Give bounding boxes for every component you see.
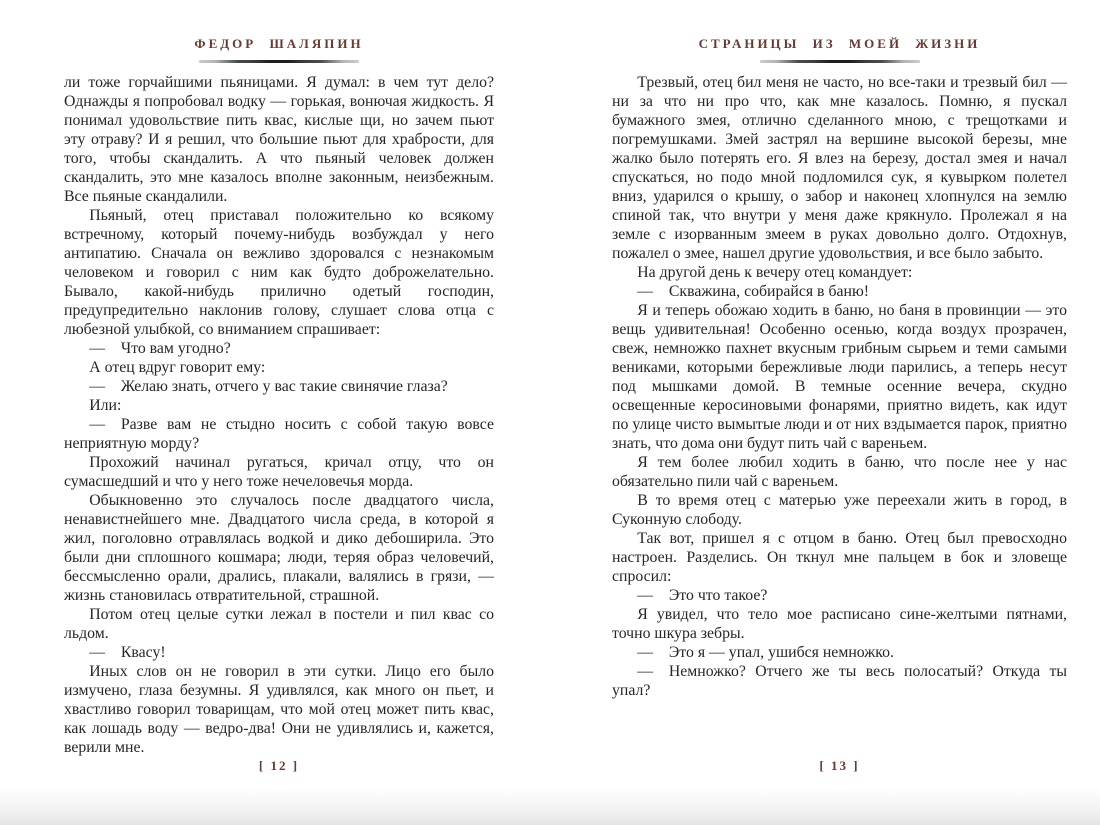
paragraph: — Это что такое?: [637, 587, 768, 604]
paragraph: Я и теперь обожаю ходить в баню, но баня в провинции — это вещь удивительная! Особенно осенью, когда воздух прозрачен, свеж, немножко пахнет вкусным грибным сырьем и теми самыми вениками, которыми бережливые люди парились, а теперь несут под мышками домой. В темные осенние вечера, скудно освещенные керосиновыми фонарями, приятно видеть, как идут по улице чисто вымытые люди и от них вздымается парок, приятно знать, что дома они будут пить чай с вареньем.: [612, 302, 1067, 452]
page-text-right: [612, 73, 1067, 700]
running-head-author: ФЕДОР ШАЛЯПИН: [194, 36, 364, 51]
paragraph: — Немножко? Отчего же ты весь полосатый? Откуда ты упал?: [612, 663, 1067, 699]
page-text-left: [64, 73, 494, 757]
paragraph: ли тоже горчайшими пьяницами. Я думал: в чем тут дело? Однажды я попробовал водку — горькая, вонючая жидкость. Я понимал удовольствие пить квас, кислые щи, но зачем пьют эту отраву? И я решил, что большие пьют для храбрости, для того, чтобы скандалить. А что пьяный человек должен скандалить, это мне казалось вполне законным, неизбежным. Все пьяные скандалили.: [64, 74, 494, 205]
paragraph: Обыкновенно это случалось после двадцатого числа, ненавистнейшего мне. Двадцатого числа среда, в которой я жил, поголовно отравлялась водкой и дико дебоширила. Это были дни сплошного кошмара; люди, теряя образ человечий, бессмысленно орали, дрались, плакали, валялись в грязи, — жизнь становилась отвратительной, страшной.: [64, 492, 494, 604]
paragraph: — Что вам угодно?: [89, 340, 231, 357]
paragraph: Я тем более любил ходить в баню, что после нее у нас обязательно пили чай с вареньем.: [612, 454, 1067, 490]
paragraph: — Квасу!: [89, 644, 166, 661]
page-right: [612, 0, 1067, 825]
header-divider: [760, 60, 920, 63]
page-left: [64, 0, 494, 825]
paragraph: А отец вдруг говорит ему:: [89, 359, 266, 376]
header-divider: [199, 60, 359, 63]
paragraph: Потом отец целые сутки лежал в постели и пил квас со льдом.: [64, 606, 494, 642]
paragraph: Я увидел, что тело мое расписано сине-желтыми пятнами, точно шкура зебры.: [612, 606, 1067, 642]
paragraph: Прохожий начинал ругаться, кричал отцу, что он сумасшедший и что у него тоже нечеловечья морда.: [64, 454, 494, 490]
paragraph: Трезвый, отец бил меня не часто, но все-таки и трезвый бил — ни за что ни про что, как мне казалось. Помню, я пускал бумажного змея, отлично сделанного мною, с трещотками и погремушками. Змей застрял на вершине высокой березы, мне жалко было потерять его. Я влез на березу, достал змея и начал спускаться, но подо мной подломился сук, я кувырком полетел вниз, ударился о крышу, о забор и наконец хлопнулся на землю спиной так, что внутри у меня даже крякнуло. Пролежал я на земле с изорванным змеем в руках довольно долго. Отдохнув, пожалел о змее, нашел другие удовольствия, и все было забыто.: [612, 74, 1067, 262]
paragraph: — Это я — упал, ушибся немножко.: [637, 644, 894, 661]
paragraph: — Желаю знать, отчего у вас такие свинячие глаза?: [89, 378, 448, 395]
paragraph: Иных слов он не говорил в эти сутки. Лицо его было измучено, глаза безумны. Я удивлялся, как много он пьет, и хвастливо говорил товарищам, что мой отец может пить квас, как лошадь воду — ведро-два! Они не удивлялись и, кажется, верили мне.: [64, 663, 494, 756]
paragraph: В то время отец с матерью уже переехали жить в город, в Суконную слободу.: [612, 492, 1067, 528]
paragraph: На другой день к вечеру отец командует:: [637, 264, 913, 281]
paragraph: — Скважина, собирайся в баню!: [637, 283, 870, 300]
page-number-right: [ 13 ]: [819, 758, 860, 773]
page-number-left: [ 12 ]: [258, 758, 300, 773]
paragraph: — Разве вам не стыдно носить с собой такую вовсе неприятную морду?: [64, 416, 494, 452]
paragraph: Так вот, пришел я с отцом в баню. Отец был превосходно настроен. Разделись. Он ткнул мне пальцем в бок и зловеще спросил:: [612, 530, 1067, 585]
paragraph: Или:: [89, 397, 122, 414]
paragraph: Пьяный, отец приставал положительно ко всякому встречному, который почему-нибудь возбуждал у него антипатию. Сначала он вежливо здоровался с незнакомым человеком и говорил с ним как будто доброжелательно. Бывало, какой-нибудь прилично одетый господин, предупредительно наклонив голову, слушает слова отца с любезной улыбкой, со вниманием спрашивает:: [64, 207, 494, 338]
running-head-title: СТРАНИЦЫ ИЗ МОЕЙ ЖИЗНИ: [698, 36, 981, 51]
